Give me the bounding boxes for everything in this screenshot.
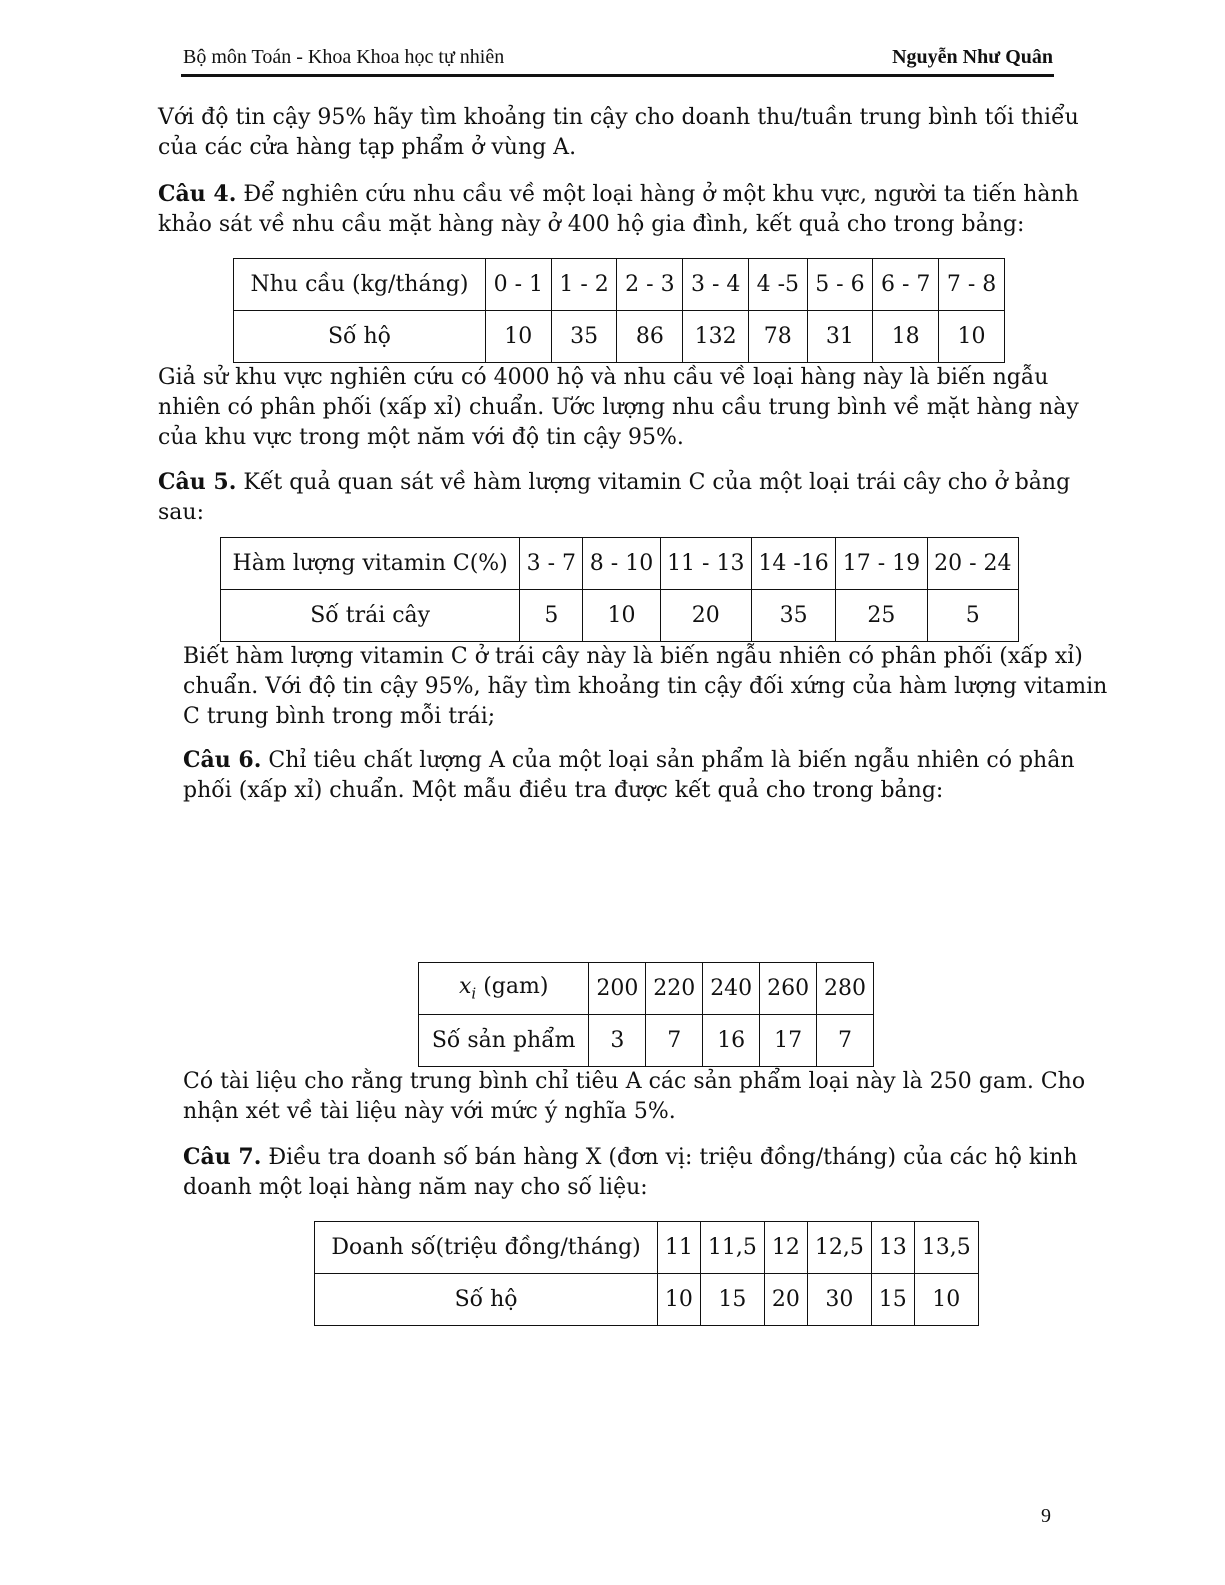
table-cell: 2 - 3 [617, 259, 683, 311]
table-cell: 260 [760, 963, 817, 1015]
header-author: Nguyễn Như Quân [892, 46, 1053, 68]
table-cell: 220 [646, 963, 703, 1015]
table-header-cell: Số hộ [315, 1274, 658, 1326]
table-row [234, 311, 1005, 363]
table-cell: 280 [817, 963, 874, 1015]
table-cell: 13,5 [914, 1222, 978, 1274]
table-cell: 240 [703, 963, 760, 1015]
table-cell: 200 [589, 963, 646, 1015]
table-cell: 8 - 10 [583, 538, 660, 590]
table-cell: 15 [700, 1274, 764, 1326]
question-5-line-1: Kết quả quan sát về hàm lượng vitamin C của một loại trái cây cho ở bảng [236, 470, 1071, 495]
table-cell: 17 - 19 [836, 538, 927, 590]
question-5-after-1: Biết hàm lượng vitamin C ở trái cây này là biến ngẫu nhiên có phân phối (xấp xỉ) [183, 644, 1083, 669]
table-cell: 13 [872, 1222, 915, 1274]
table-cell: 1 - 2 [551, 259, 617, 311]
table-header-cell: Số sản phẩm [419, 1015, 589, 1067]
question-5-after-2: chuẩn. Với độ tin cậy 95%, hãy tìm khoảng tin cậy đối xứng của hàm lượng vitamin [183, 674, 1108, 699]
table-cell: 132 [683, 311, 749, 363]
intro-paragraph [158, 103, 1079, 163]
table-cell: 14 -16 [751, 538, 835, 590]
table-cell: 7 [646, 1015, 703, 1067]
table-row [315, 1222, 979, 1274]
question-5-line-2: sau: [158, 500, 204, 525]
table-header-cell: Số hộ [234, 311, 486, 363]
table-cell: 0 - 1 [485, 259, 551, 311]
table-header-cell [419, 963, 589, 1015]
table-cell: 3 - 7 [520, 538, 583, 590]
question-4-after-3: của khu vực trong một năm với độ tin cậy 95%. [158, 425, 684, 450]
table-header-cell: Nhu cầu (kg/tháng) [234, 259, 486, 311]
question-7-label: Câu 7. [183, 1144, 262, 1170]
page-number: 9 [1041, 1505, 1051, 1527]
table-cell: 86 [617, 311, 683, 363]
table-cell: 20 [660, 590, 751, 642]
table-cell: 15 [872, 1274, 915, 1326]
table-header-cell: Hàm lượng vitamin C(%) [221, 538, 520, 590]
question-5-prompt [158, 467, 1070, 528]
table-cell: 25 [836, 590, 927, 642]
question-4-followup [158, 363, 1079, 453]
question-6-line-2: phối (xấp xỉ) chuẩn. Một mẫu điều tra được kết quả cho trong bảng: [183, 778, 944, 803]
table-header-cell: Doanh số(triệu đồng/tháng) [315, 1222, 658, 1274]
intro-line-1: Với độ tin cậy 95% hãy tìm khoảng tin cậy cho doanh thu/tuần trung bình tối thiểu [158, 105, 1079, 130]
header-department: Bộ môn Toán - Khoa Khoa học tự nhiên [183, 46, 505, 68]
table-cell: 12 [765, 1222, 808, 1274]
question-4-line-1: Để nghiên cứu nhu cầu về một loại hàng ở một khu vực, người ta tiến hành [236, 182, 1079, 207]
question-7-prompt [183, 1142, 1078, 1203]
question-4-after-2: nhiên có phân phối (xấp xỉ) chuẩn. Ước lượng nhu cầu trung bình về mặt hàng này [158, 395, 1079, 420]
table-cell: 11 [658, 1222, 701, 1274]
table-cell: 5 [520, 590, 583, 642]
table-row [221, 590, 1019, 642]
question-6-after-2: nhận xét về tài liệu này với mức ý nghĩa 5%. [183, 1099, 676, 1124]
question-5-followup [183, 642, 1107, 732]
question-4-table [233, 258, 1005, 363]
table-cell: 10 [939, 311, 1005, 363]
table-cell: 5 - 6 [807, 259, 873, 311]
intro-line-2: của các cửa hàng tạp phẩm ở vùng A. [158, 135, 577, 160]
table-cell: 6 - 7 [873, 259, 939, 311]
table-row [419, 963, 874, 1015]
table-cell: 4 -5 [749, 259, 807, 311]
question-4-after-1: Giả sử khu vực nghiên cứu có 4000 hộ và nhu cầu về loại hàng này là biến ngẫu [158, 365, 1049, 390]
table-cell: 20 [765, 1274, 808, 1326]
unit-label: (gam) [476, 974, 549, 1000]
table-cell: 7 [817, 1015, 874, 1067]
table-cell: 35 [551, 311, 617, 363]
question-7-line-1: Điều tra doanh số bán hàng X (đơn vị: triệu đồng/tháng) của các hộ kinh [261, 1145, 1078, 1170]
table-cell: 3 [589, 1015, 646, 1067]
question-6-followup [183, 1067, 1085, 1127]
table-cell: 7 - 8 [939, 259, 1005, 311]
question-7-line-2: doanh một loại hàng năm nay cho số liệu: [183, 1175, 648, 1200]
question-6-line-1: Chỉ tiêu chất lượng A của một loại sản phẩm là biến ngẫu nhiên có phân [261, 748, 1075, 773]
table-cell: 12,5 [807, 1222, 871, 1274]
table-row [419, 1015, 874, 1067]
table-cell: 5 [927, 590, 1018, 642]
question-4-line-2: khảo sát về nhu cầu mặt hàng này ở 400 hộ gia đình, kết quả cho trong bảng: [158, 212, 1025, 237]
question-6-table [418, 962, 874, 1067]
variable-x: x [458, 974, 472, 1000]
table-row [315, 1274, 979, 1326]
table-cell: 10 [583, 590, 660, 642]
table-cell: 11 - 13 [660, 538, 751, 590]
question-6-after-1: Có tài liệu cho rằng trung bình chỉ tiêu A các sản phẩm loại này là 250 gam. Cho [183, 1069, 1086, 1094]
question-4-label: Câu 4. [158, 181, 237, 207]
header-divider [181, 74, 1054, 77]
table-row [234, 259, 1005, 311]
table-cell: 18 [873, 311, 939, 363]
question-7-table [314, 1221, 979, 1326]
table-cell: 10 [914, 1274, 978, 1326]
table-cell: 10 [658, 1274, 701, 1326]
table-cell: 16 [703, 1015, 760, 1067]
table-cell: 30 [807, 1274, 871, 1326]
table-cell: 10 [485, 311, 551, 363]
question-6-label: Câu 6. [183, 747, 262, 773]
question-5-table [220, 537, 1019, 642]
table-cell: 31 [807, 311, 873, 363]
table-cell: 3 - 4 [683, 259, 749, 311]
question-6-prompt [183, 745, 1075, 806]
table-cell: 11,5 [700, 1222, 764, 1274]
table-cell: 78 [749, 311, 807, 363]
table-cell: 17 [760, 1015, 817, 1067]
table-cell: 35 [751, 590, 835, 642]
table-header-cell: Số trái cây [221, 590, 520, 642]
question-5-after-3: C trung bình trong mỗi trái; [183, 704, 496, 729]
variable-subscript: i [471, 984, 477, 1003]
table-cell: 20 - 24 [927, 538, 1018, 590]
question-5-label: Câu 5. [158, 469, 237, 495]
table-row [221, 538, 1019, 590]
question-4-prompt [158, 179, 1079, 240]
